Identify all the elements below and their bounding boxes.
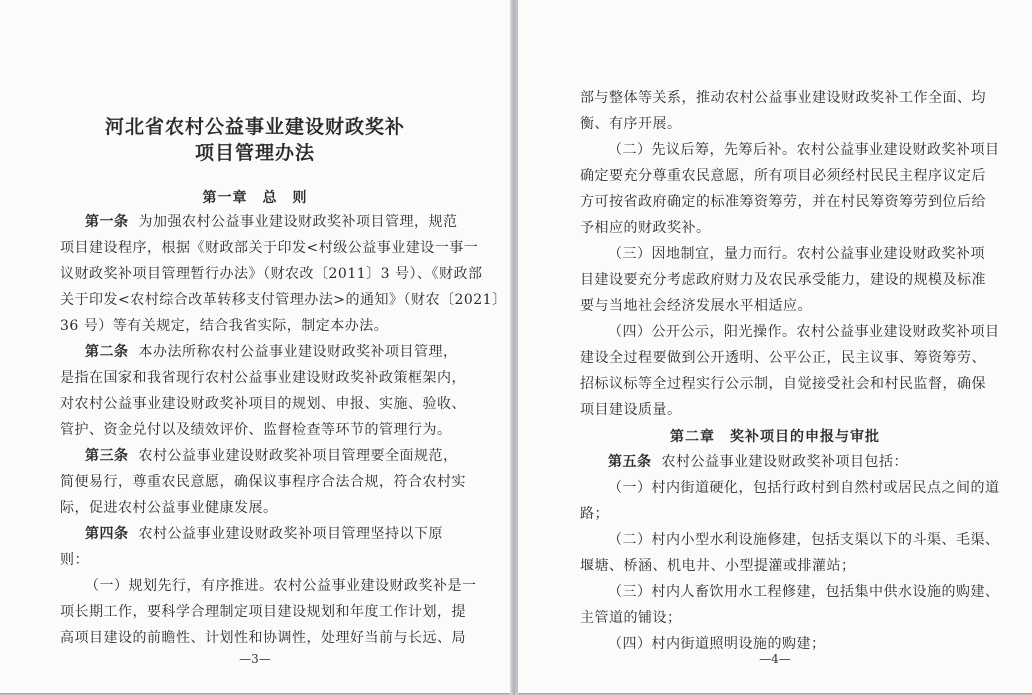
- text-line: 方可按省政府确定的标准筹资筹劳，并在村民筹资筹劳到位后给: [580, 194, 986, 210]
- page-number: —4—: [759, 652, 791, 666]
- document-title-line2: 项目管理办法: [194, 142, 315, 164]
- chapter-heading: 第二章 奖补项目的申报与审批: [670, 429, 880, 445]
- text-line: 堰塘、桥涵、机电井、小型提灌或排灌站；: [580, 558, 856, 574]
- text-line: 农村公益事业建设财政奖补项目管理坚持以下原: [138, 526, 443, 542]
- article-paragraph: [85, 446, 458, 466]
- page-number: —3—: [239, 652, 271, 666]
- text-line: （二）村内小型水利设施修建，包括支渠以下的斗渠、毛渠、: [608, 532, 1000, 548]
- text-line: 建设全过程要做到公开透明、公平公正，民主议事、筹资筹劳、: [580, 350, 986, 366]
- text-line: 简便易行，尊重农民意愿，确保议事程序合法合规，符合农村实: [60, 474, 466, 490]
- article-label: 第一条: [85, 214, 129, 230]
- text-line: 为加强农村公益事业建设财政奖补项目管理，规范: [138, 214, 458, 230]
- text-line: 际，促进农村公益事业健康发展。: [60, 500, 278, 516]
- chapter-heading: 第一章 总 则: [202, 190, 308, 206]
- text-line: （三）因地制宜，量力而行。农村公益事业建设财政奖补项: [608, 246, 985, 262]
- text-line: 对农村公益事业建设财政奖补项目的规划、申报、实施、验收、: [60, 396, 466, 412]
- text-line: 路；: [580, 506, 609, 522]
- text-line: （三）村内人畜饮用水工程修建，包括集中供水设施的购建、: [608, 584, 1000, 600]
- text-line: 本办法所称农村公益事业建设财政奖补项目管理，: [138, 344, 458, 360]
- document-page-right: [518, 0, 1032, 693]
- text-line: 招标议标等全过程实行公示制，自觉接受社会和村民监督，确保: [580, 376, 986, 392]
- document-title-line1: 河北省农村公益事业建设财政奖补: [104, 116, 405, 138]
- text-line: 项目建设程序，根据《财政部关于印发<村级公益事业建设一事一: [60, 240, 479, 256]
- article-label: 第五条: [608, 454, 652, 470]
- article-label: 第四条: [85, 526, 129, 542]
- article-label: 第三条: [85, 448, 129, 464]
- text-line: 管护、资金兑付以及绩效评价、监督检查等环节的管理行为。: [60, 422, 452, 438]
- article-paragraph: [85, 524, 443, 544]
- book-gutter: [510, 0, 518, 695]
- text-line: 目建设要充分考虑政府财力及农民承受能力，建设的规模及标准: [580, 272, 986, 288]
- text-line: （四）公开公示，阳光操作。农村公益事业建设财政奖补项目: [608, 324, 1000, 340]
- text-line: 关于印发<农村综合改革转移支付管理办法>的通知》（财农〔2021〕: [60, 292, 507, 308]
- text-line: 项目建设质量。: [580, 402, 682, 418]
- text-line: 则：: [60, 552, 89, 568]
- text-line: （一）规划先行，有序推进。农村公益事业建设财政奖补是一: [85, 578, 477, 594]
- article-paragraph: [608, 452, 908, 472]
- article-paragraph: [85, 212, 458, 232]
- text-line: （一）村内街道硬化，包括行政村到自然村或居民点之间的道: [608, 480, 1000, 496]
- text-line: 议财政奖补项目管理暂行办法》（财农改〔2011〕3 号）、《财政部: [60, 266, 483, 282]
- text-line: 确定要充分尊重农民意愿，所有项目必须经村民民主程序议定后: [580, 168, 986, 184]
- document-page-left: [0, 0, 510, 693]
- text-line: 项长期工作，要科学合理制定项目建设规划和年度工作计划，提: [60, 604, 466, 620]
- text-line: 予相应的财政奖补。: [580, 220, 711, 236]
- text-line: 部与整体等关系，推动农村公益事业建设财政奖补工作全面、均: [580, 90, 986, 106]
- text-line: 农村公益事业建设财政奖补项目管理要全面规范，: [138, 448, 458, 464]
- text-line: 衡、有序开展。: [580, 116, 682, 132]
- text-line: 36 号）等有关规定，结合我省实际，制定本办法。: [60, 318, 389, 334]
- text-line: 要与当地社会经济发展水平相适应。: [580, 298, 812, 314]
- article-paragraph: [85, 342, 458, 362]
- text-line: 高项目建设的前瞻性、计划性和协调性，处理好当前与长远、局: [60, 630, 466, 646]
- text-line: （二）先议后筹，先筹后补。农村公益事业建设财政奖补项目: [608, 142, 1000, 158]
- text-line: 主管道的铺设；: [580, 610, 682, 626]
- text-line: （四）村内街道照明设施的购建；: [608, 636, 826, 652]
- article-label: 第二条: [85, 344, 129, 360]
- text-line: 是指在国家和我省现行农村公益事业建设财政奖补政策框架内，: [60, 370, 466, 386]
- text-line: 农村公益事业建设财政奖补项目包括：: [661, 454, 908, 470]
